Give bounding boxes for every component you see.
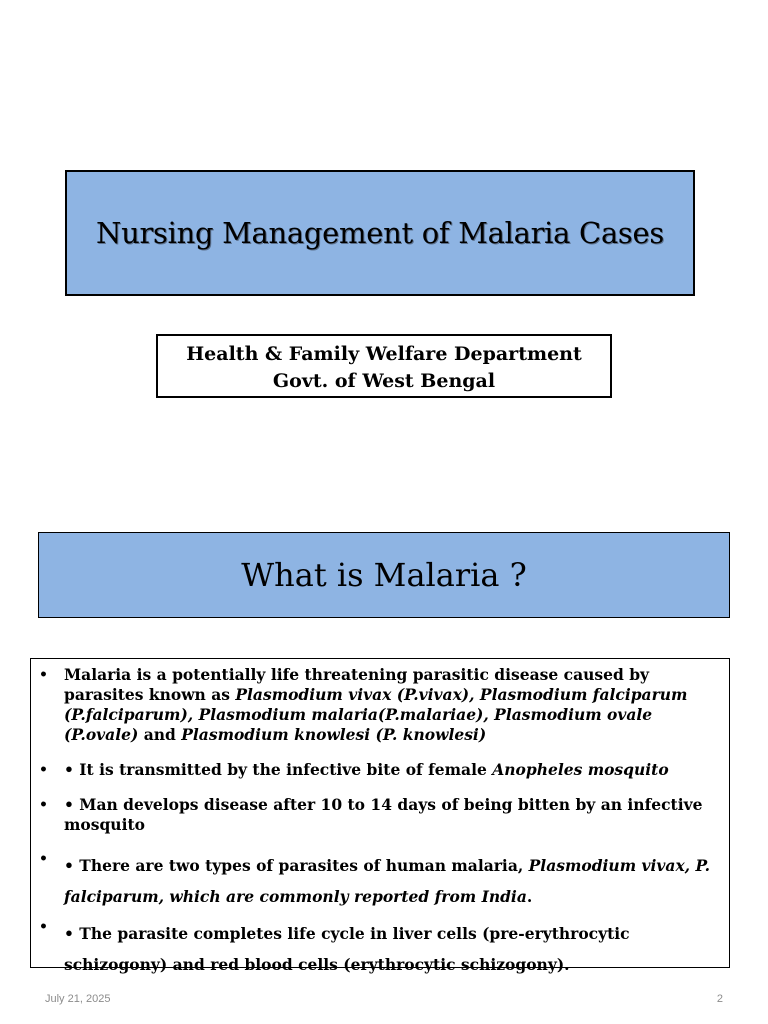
bullet-text: .	[526, 887, 533, 906]
bullet-icon: •	[39, 762, 48, 778]
bullet-icon: •	[39, 851, 48, 867]
footer-date: July 21, 2025	[45, 993, 111, 1005]
page-number: 2	[716, 993, 723, 1005]
bullet-icon: •	[39, 797, 48, 813]
section-heading: What is Malaria ?	[241, 556, 527, 594]
bullet-text: • There are two types of parasites of human malaria,	[64, 856, 529, 875]
title-banner	[65, 170, 695, 296]
bullet-text: • It is transmitted by the infective bite of female	[64, 760, 493, 779]
bullet-text: • The parasite completes life cycle in liver cells (pre-erythrocytic schizogony) and red blood cells (erythrocytic schizogony).	[64, 924, 630, 974]
content-box	[30, 658, 730, 974]
bullet-icon: •	[39, 919, 48, 935]
section-banner	[38, 532, 730, 618]
bullet-item-life-cycle	[37, 918, 715, 980]
bullet-text: Malaria is a potentially life threatening parasitic disease caused by parasites known as	[64, 665, 650, 704]
bullet-item-definition	[37, 665, 715, 745]
bullet-item-incubation	[37, 795, 715, 835]
bullet-italic-text: Plasmodium vivax, P. falciparum, which are commonly reported from India	[64, 856, 710, 906]
bullet-item-transmission	[37, 760, 715, 780]
department-name: Health & Family Welfare Department	[186, 343, 582, 365]
bullet-icon: •	[39, 667, 48, 683]
bullet-text: and	[138, 725, 182, 744]
department-box	[156, 334, 612, 398]
bullet-item-parasite-types	[37, 850, 715, 912]
bullet-italic-text: Anopheles mosquito	[492, 760, 669, 779]
bullet-italic-text: Plasmodium knowlesi (P. knowlesi)	[181, 725, 487, 744]
bullet-list	[37, 665, 715, 980]
slide-title: Nursing Management of Malaria Cases	[96, 216, 664, 250]
bullet-text: • Man develops disease after 10 to 14 days of being bitten by an infective mosquito	[64, 795, 703, 834]
government-name: Govt. of West Bengal	[272, 370, 496, 392]
bullet-italic-text: Plasmodium vivax (P.vivax), Plasmodium falciparum (P.falciparum), Plasmodium malaria(P.malariae), Plasmodium ovale (P.ovale)	[64, 685, 688, 744]
